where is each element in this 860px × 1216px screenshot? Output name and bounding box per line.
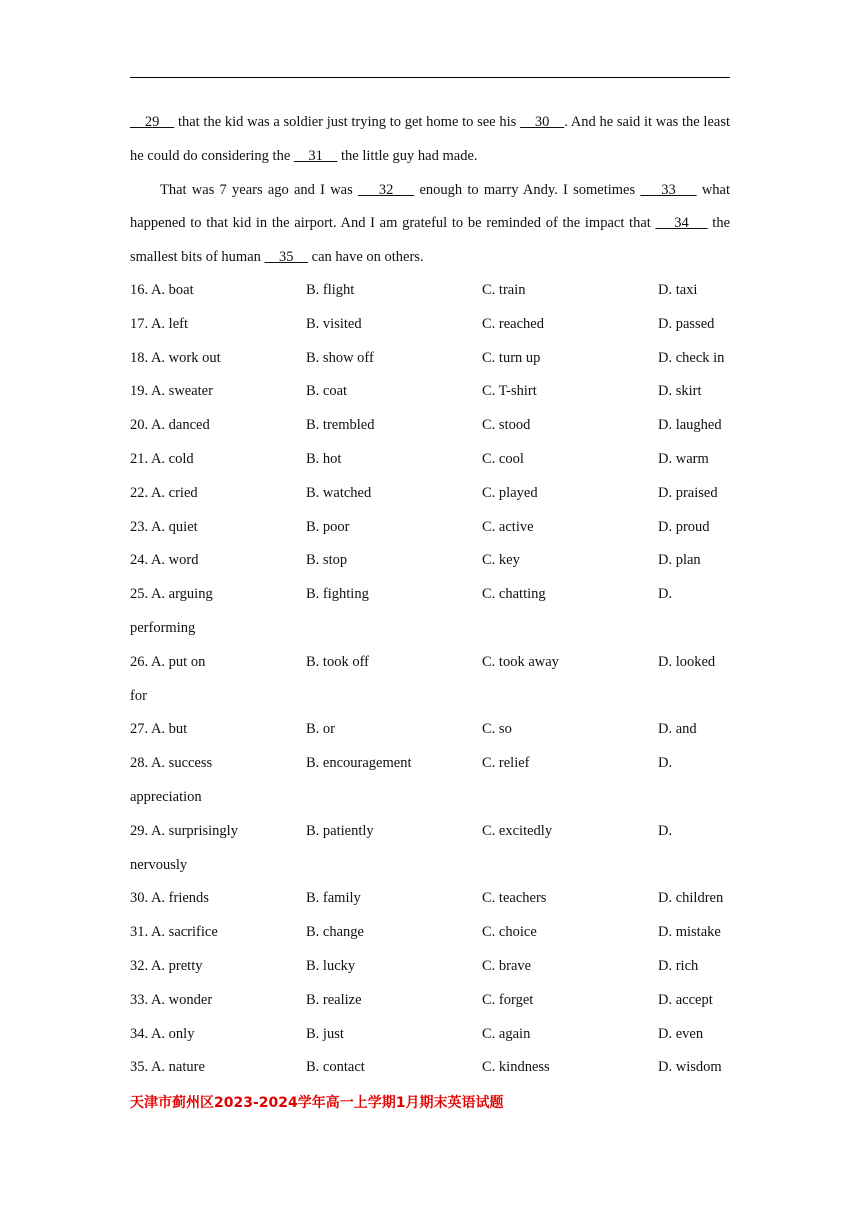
option-a: 21. A. cold <box>130 450 194 467</box>
option-d: D. proud <box>658 518 710 535</box>
option-b: B. watched <box>306 484 372 501</box>
blank-32: 32 <box>357 181 415 198</box>
option-b: B. hot <box>306 450 342 467</box>
option-c: C. excitedly <box>482 822 553 839</box>
option-d: D. children <box>658 890 724 907</box>
option-d: D. even <box>658 1025 704 1042</box>
question-24 <box>130 544 730 578</box>
blank-35: 35 <box>264 249 309 266</box>
option-a: 16. A. boat <box>130 282 194 298</box>
option-c: C. active <box>482 518 534 535</box>
option-d: D. laughed <box>658 417 722 434</box>
option-b: B. trembled <box>306 417 375 434</box>
blank-33: 33 <box>640 181 697 198</box>
option-d: D. wisdom <box>658 1059 722 1076</box>
question-30 <box>130 882 730 916</box>
question-17 <box>130 308 730 342</box>
blank-29: 29 <box>130 114 175 130</box>
option-c: C. chatting <box>482 586 546 603</box>
passage-text: that the kid was a soldier just trying to get home to see his <box>174 114 520 130</box>
option-d-continued: performing <box>130 619 196 636</box>
passage-text: can have on others. <box>308 249 424 266</box>
question-27 <box>130 713 730 747</box>
option-c: C. stood <box>482 417 531 434</box>
option-b: B. just <box>306 1025 344 1042</box>
option-c: C. so <box>482 721 512 738</box>
blank-34: 34 <box>655 215 708 232</box>
option-b: B. change <box>306 924 364 941</box>
question-22 <box>130 477 730 511</box>
header-rule <box>130 77 730 78</box>
option-a: 31. A. sacrifice <box>130 924 218 941</box>
option-a: 26. A. put on <box>130 653 206 670</box>
option-b: B. lucky <box>306 957 356 974</box>
option-d: D. praised <box>658 484 718 501</box>
answer-options <box>130 274 730 1085</box>
option-b: B. patiently <box>306 822 374 839</box>
passage-paragraph <box>130 174 730 275</box>
cloze-passage <box>130 106 730 275</box>
option-b: B. coat <box>306 383 348 400</box>
option-c: C. teachers <box>482 890 547 907</box>
passage-text: That was 7 years ago and I was <box>160 181 358 198</box>
option-c: C. key <box>482 552 520 569</box>
option-a: 34. A. only <box>130 1025 195 1042</box>
option-a: 23. A. quiet <box>130 518 198 535</box>
option-a: 25. A. arguing <box>130 586 213 603</box>
option-d: D. mistake <box>658 924 721 941</box>
option-d: D. looked <box>658 653 716 670</box>
option-b: B. stop <box>306 552 348 569</box>
option-d: D. <box>658 586 673 603</box>
option-b: B. visited <box>306 315 362 332</box>
option-d: D. <box>658 755 673 772</box>
passage-text: the little guy had made. <box>337 147 478 164</box>
exam-title-footer: 天津市蓟州区2023-2024学年高一上学期1月期末英语试题 <box>130 1095 504 1111</box>
option-d-continued: for <box>130 687 147 704</box>
question-23 <box>130 511 730 545</box>
option-b: B. family <box>306 890 361 907</box>
option-b: B. realize <box>306 991 362 1008</box>
option-a: 22. A. cried <box>130 484 198 501</box>
option-d: D. and <box>658 721 697 738</box>
option-c: C. T-shirt <box>482 383 537 400</box>
question-20 <box>130 409 730 443</box>
passage-paragraph <box>130 106 730 174</box>
option-c: C. cool <box>482 450 524 467</box>
option-c: C. relief <box>482 755 530 772</box>
question-16 <box>130 274 730 308</box>
question-18 <box>130 342 730 376</box>
option-c: C. kindness <box>482 1059 550 1076</box>
question-26 <box>130 646 730 714</box>
option-d: D. taxi <box>658 282 698 298</box>
option-a: 20. A. danced <box>130 417 210 434</box>
option-d-continued: nervously <box>130 856 188 873</box>
option-d: D. plan <box>658 552 701 569</box>
option-a: 35. A. nature <box>130 1059 205 1076</box>
option-a: 32. A. pretty <box>130 957 203 974</box>
question-32 <box>130 950 730 984</box>
option-b: B. contact <box>306 1059 365 1076</box>
option-d: D. accept <box>658 991 713 1008</box>
question-33 <box>130 984 730 1018</box>
passage-text: the smallest bits of human <box>130 215 731 266</box>
question-21 <box>130 443 730 477</box>
option-d-continued: appreciation <box>130 788 202 805</box>
option-a: 24. A. word <box>130 552 199 569</box>
option-b: B. fighting <box>306 586 369 603</box>
option-c: C. train <box>482 282 526 298</box>
passage-text: what happened to that kid in the airport. And I am grateful to be reminded of the impact that <box>130 181 731 232</box>
question-25 <box>130 578 730 646</box>
option-d: D. skirt <box>658 383 702 400</box>
option-c: C. again <box>482 1025 531 1042</box>
option-a: 30. A. friends <box>130 890 209 907</box>
question-34 <box>130 1018 730 1052</box>
option-b: B. encouragement <box>306 755 412 772</box>
option-c: C. choice <box>482 924 537 941</box>
option-b: B. or <box>306 721 335 738</box>
option-c: C. forget <box>482 991 534 1008</box>
blank-31: 31 <box>293 147 338 164</box>
option-a: 18. A. work out <box>130 349 221 366</box>
option-a: 17. A. left <box>130 315 188 332</box>
option-a: 29. A. surprisingly <box>130 822 238 839</box>
option-b: B. took off <box>306 653 369 670</box>
option-a: 27. A. but <box>130 721 188 738</box>
option-b: B. show off <box>306 349 374 366</box>
option-d: D. <box>658 822 673 839</box>
passage-text: enough to marry Andy. I sometimes <box>414 181 641 198</box>
question-28 <box>130 747 730 815</box>
option-a: 28. A. success <box>130 755 213 772</box>
blank-30: 30 <box>519 114 565 130</box>
option-c: C. brave <box>482 957 532 974</box>
question-35 <box>130 1051 730 1085</box>
option-d: D. warm <box>658 450 709 467</box>
option-d: D. passed <box>658 315 715 332</box>
option-d: D. check in <box>658 349 725 366</box>
option-c: C. played <box>482 484 538 501</box>
question-31 <box>130 916 730 950</box>
option-a: 33. A. wonder <box>130 991 213 1008</box>
option-b: B. poor <box>306 518 350 535</box>
option-c: C. took away <box>482 653 559 670</box>
option-c: C. reached <box>482 315 544 332</box>
passage-text: . And he said it was the least he could do considering the <box>130 114 730 164</box>
option-c: C. turn up <box>482 349 541 366</box>
option-a: 19. A. sweater <box>130 383 213 400</box>
question-19 <box>130 375 730 409</box>
option-b: B. flight <box>306 282 355 298</box>
question-29 <box>130 815 730 883</box>
option-d: D. rich <box>658 957 699 974</box>
